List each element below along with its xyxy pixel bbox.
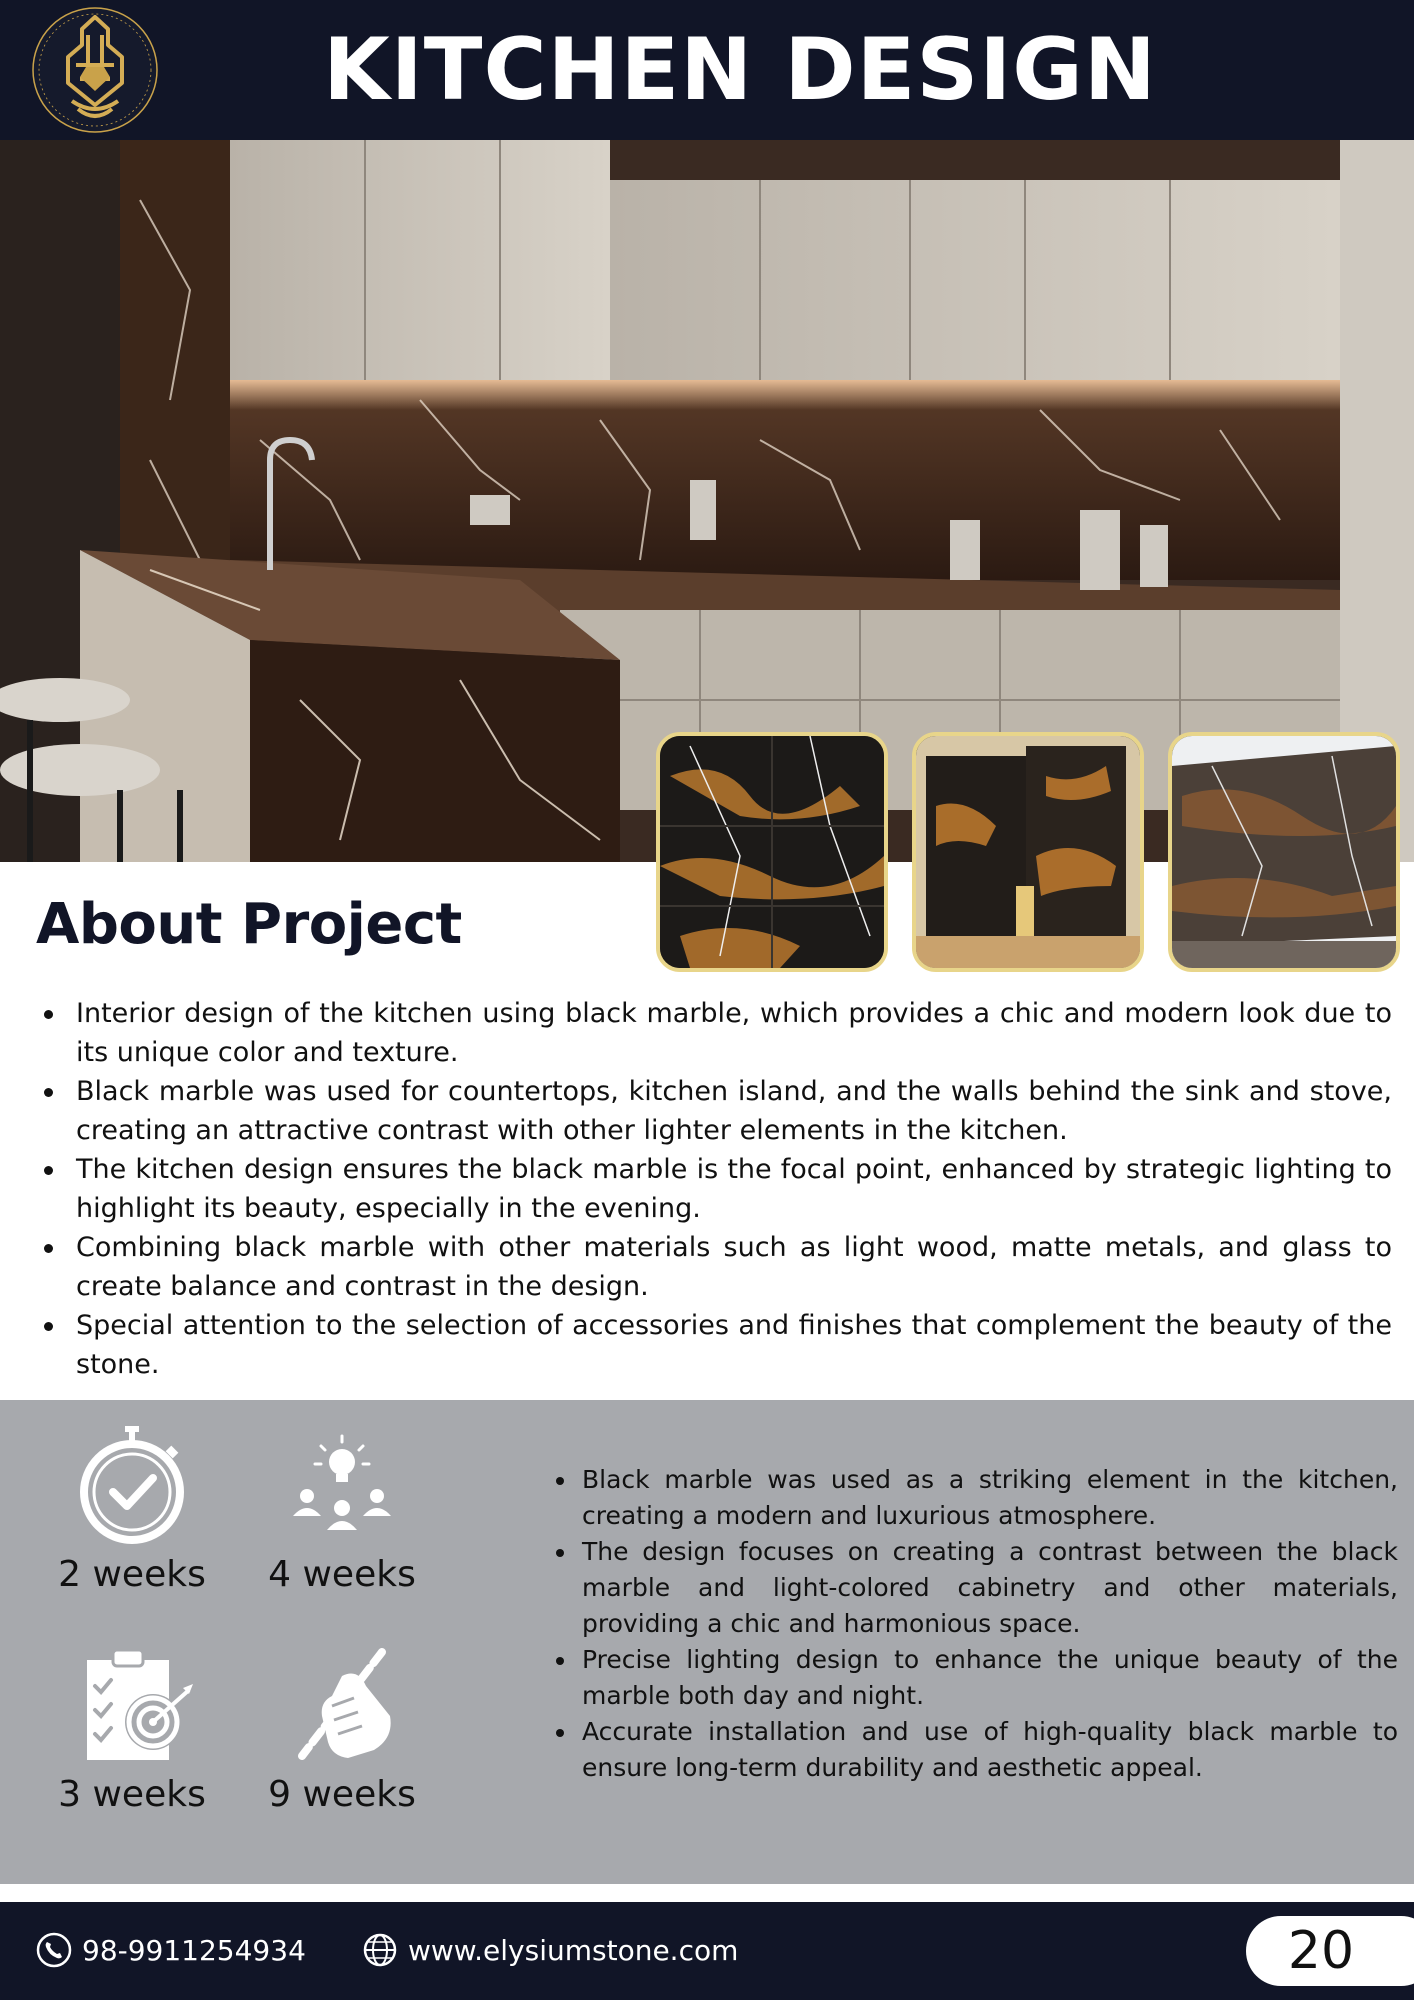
- about-item: Interior design of the kitchen using black marble, which provides a chic and modern look due to its unique color and texture.: [38, 994, 1392, 1072]
- page-footer: [0, 1902, 1414, 2000]
- stat-3-weeks: [32, 1646, 232, 1815]
- about-item: Black marble was used for countertops, kitchen island, and the walls behind the sink and stove, creating an attractive contrast with other lighter elements in the kitchen.: [38, 1072, 1392, 1150]
- page-header: [0, 0, 1414, 140]
- stat-label: 4 weeks: [268, 1554, 416, 1595]
- checklist-target-icon: [67, 1646, 197, 1766]
- marble-thumb-2: [912, 732, 1144, 972]
- stat-label: 3 weeks: [58, 1774, 206, 1815]
- page-title: KITCHEN DESIGN: [323, 20, 1157, 120]
- website-link[interactable]: [362, 1932, 738, 1968]
- panel-list: [548, 1462, 1398, 1786]
- about-list: [38, 994, 1392, 1384]
- panel-item: Black marble was used as a striking element in the kitchen, creating a modern and luxurious atmosphere.: [548, 1462, 1398, 1534]
- idea-team-icon: [287, 1426, 397, 1546]
- about-item: The kitchen design ensures the black marble is the focal point, enhanced by strategic lighting to highlight its beauty, especially in the evening.: [38, 1150, 1392, 1228]
- about-item: Combining black marble with other materials such as light wood, matte metals, and glass to create balance and contrast in the design.: [38, 1228, 1392, 1306]
- about-item: Special attention to the selection of accessories and finishes that complement the beauty of the stone.: [38, 1306, 1392, 1384]
- stopwatch-icon: [77, 1426, 187, 1546]
- hand-pen-icon: [282, 1646, 402, 1766]
- stat-2-weeks: [32, 1426, 232, 1595]
- phone-number: 98-9911254934: [82, 1933, 306, 1967]
- marble-thumb-1: [656, 732, 888, 972]
- phone-contact[interactable]: [36, 1932, 306, 1968]
- panel-item: Accurate installation and use of high-quality black marble to ensure long-term durability and aesthetic appeal.: [548, 1714, 1398, 1786]
- panel-item: Precise lighting design to enhance the unique beauty of the marble both day and night.: [548, 1642, 1398, 1714]
- panel-item: The design focuses on creating a contrast between the black marble and light-colored cabinetry and other materials, providing a chic and harmonious space.: [548, 1534, 1398, 1642]
- stat-9-weeks: [242, 1646, 442, 1815]
- website-url: www.elysiumstone.com: [408, 1933, 739, 1967]
- phone-icon: [36, 1932, 72, 1968]
- page-number: 20: [1246, 1916, 1414, 1986]
- stat-label: 2 weeks: [58, 1554, 206, 1595]
- stat-label: 9 weeks: [268, 1774, 416, 1815]
- globe-icon: [362, 1932, 398, 1968]
- marble-thumb-3: [1168, 732, 1400, 972]
- about-title: About Project: [36, 892, 462, 957]
- stats-panel: [0, 1400, 1414, 1884]
- stat-4-weeks: [242, 1426, 442, 1595]
